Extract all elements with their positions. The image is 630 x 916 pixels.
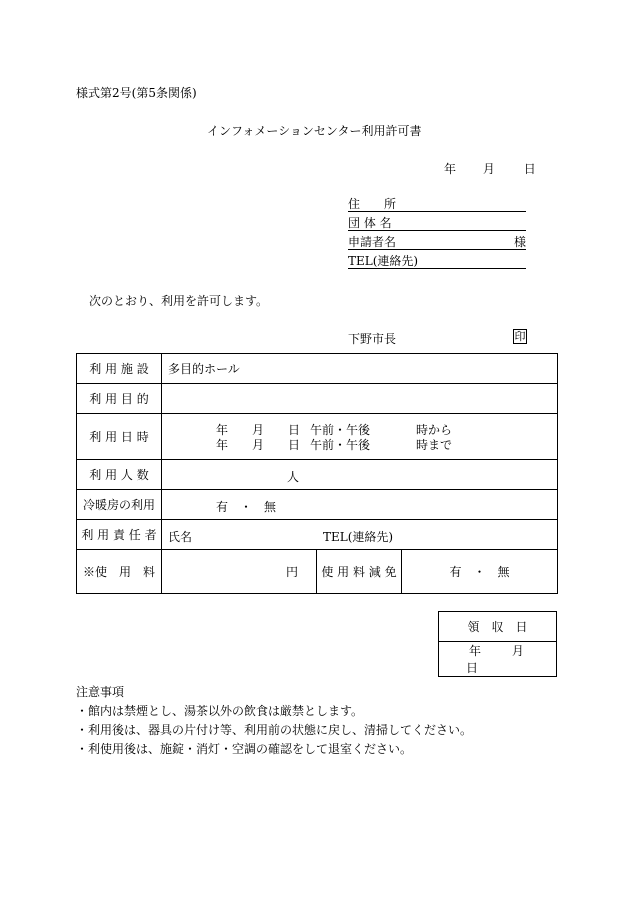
address-label: 住 所 xyxy=(348,197,397,211)
people-unit: 人 xyxy=(287,470,300,484)
receipt-date[interactable] xyxy=(439,642,557,677)
applicant-name-label: 申請者名 xyxy=(348,235,397,249)
row-fee xyxy=(77,550,558,594)
receipt-day: 日 xyxy=(466,661,479,675)
datetime-value[interactable] xyxy=(162,414,558,460)
row-people xyxy=(77,460,558,490)
row-aircon xyxy=(77,490,558,520)
receipt-year: 年 xyxy=(469,644,482,658)
manager-label: 利 用 責 任 者 xyxy=(77,520,162,550)
honorific: 様 xyxy=(513,235,526,249)
aircon-options: 有 ・ 無 xyxy=(216,500,277,514)
aircon-value[interactable] xyxy=(162,490,558,520)
fee-value[interactable] xyxy=(162,550,317,594)
row-manager xyxy=(77,520,558,550)
people-value[interactable] xyxy=(162,460,558,490)
date-month: 月 xyxy=(482,162,495,176)
start-year: 年 xyxy=(216,423,229,437)
date-year: 年 xyxy=(444,162,457,176)
tel-label: TEL(連絡先) xyxy=(348,254,419,268)
fee-label: ※使 用 料 xyxy=(77,550,162,594)
manager-name-label: 氏名 xyxy=(168,530,193,544)
date-day: 日 xyxy=(523,162,536,176)
receipt-month: 月 xyxy=(511,644,524,658)
group-name-label: 団 体 名 xyxy=(348,216,392,230)
receipt-box xyxy=(438,611,557,677)
end-month: 月 xyxy=(252,438,265,452)
facility-label: 利 用 施 設 xyxy=(77,354,162,384)
purpose-label: 利 用 目 的 xyxy=(77,384,162,414)
notes-title: 注意事項 xyxy=(76,685,125,699)
document-title: インフォメーションセンター利用許可書 xyxy=(207,124,422,138)
issuer-mayor: 下野市長 xyxy=(348,332,397,346)
issue-date xyxy=(444,160,536,177)
address-field[interactable] xyxy=(348,194,526,212)
note-item: ・利用後は、器具の片付け等、利用前の状態に戻し、清掃してください。 xyxy=(76,723,473,737)
note-item: ・館内は禁煙とし、湯茶以外の飲食は厳禁とします。 xyxy=(76,704,364,718)
form-number: 様式第2号(第5条関係) xyxy=(76,86,197,100)
aircon-label: 冷暖房の利用 xyxy=(77,490,162,520)
start-ampm: 午前・午後 xyxy=(310,423,371,437)
row-purpose xyxy=(77,384,558,414)
datetime-label: 利 用 日 時 xyxy=(77,414,162,460)
group-name-field[interactable] xyxy=(348,213,526,231)
people-label: 利 用 人 数 xyxy=(77,460,162,490)
manager-tel-label: TEL(連絡先) xyxy=(323,530,394,544)
purpose-value[interactable] xyxy=(162,384,558,414)
fee-unit: 円 xyxy=(285,565,298,579)
reduction-label: 使 用 料 減 免 xyxy=(317,550,402,594)
note-item: ・利使用後は、施錠・消灯・空調の確認をして退室ください。 xyxy=(76,742,413,756)
permit-table xyxy=(76,353,558,594)
reduction-value[interactable]: 有 ・ 無 xyxy=(402,550,558,594)
applicant-name-field[interactable] xyxy=(348,232,526,250)
receipt-label: 領 収 日 xyxy=(439,612,557,642)
start-month: 月 xyxy=(252,423,265,437)
row-facility xyxy=(77,354,558,384)
tel-field[interactable] xyxy=(348,251,526,269)
end-day: 日 xyxy=(288,438,301,452)
permit-statement: 次のとおり、利用を許可します。 xyxy=(89,294,269,308)
end-ampm: 午前・午後 xyxy=(310,438,371,452)
row-datetime xyxy=(77,414,558,460)
start-time: 時から xyxy=(416,423,453,437)
manager-value[interactable] xyxy=(162,520,558,550)
start-day: 日 xyxy=(288,423,301,437)
facility-value[interactable]: 多目的ホール xyxy=(162,354,558,384)
seal-mark: 印 xyxy=(514,330,526,343)
end-year: 年 xyxy=(216,438,229,452)
end-time: 時まで xyxy=(416,438,453,452)
